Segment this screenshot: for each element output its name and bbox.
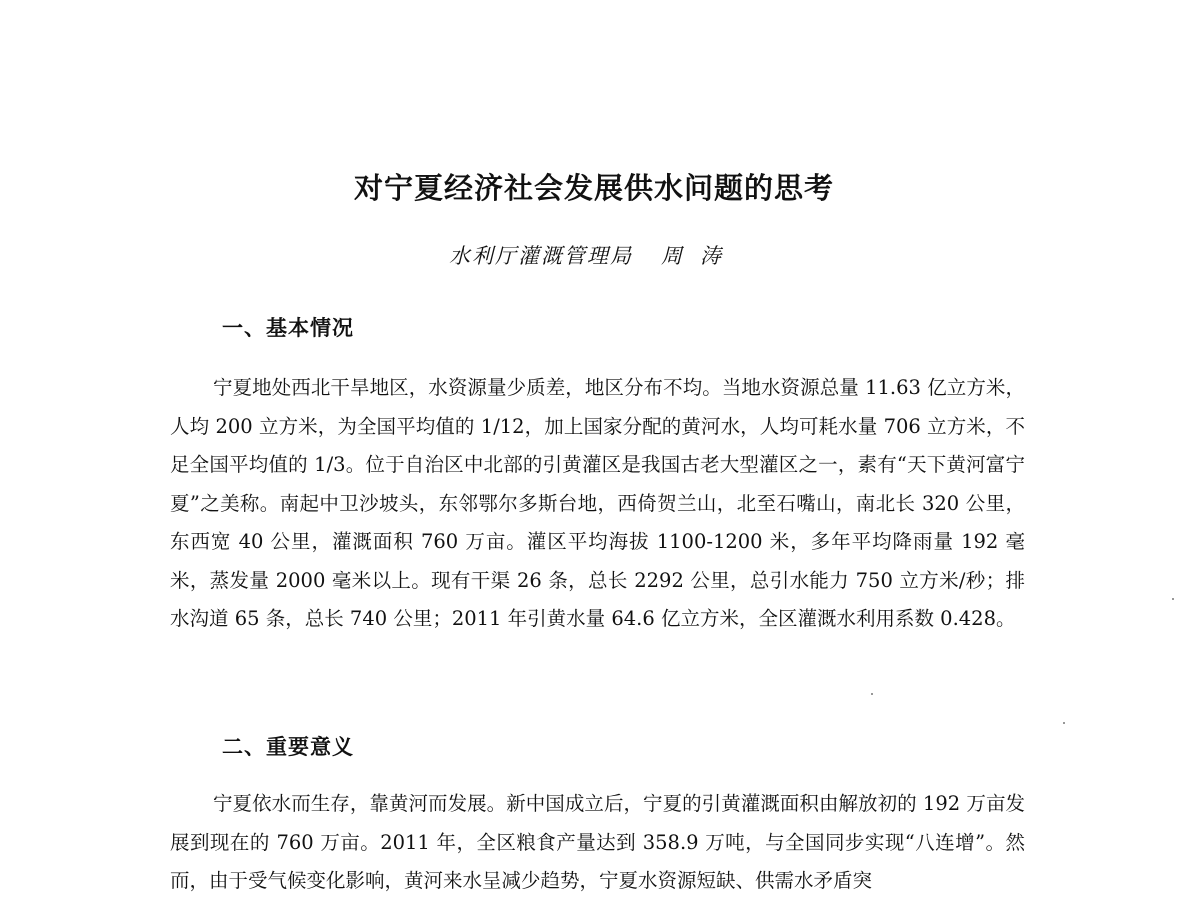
document-title: 对宁夏经济社会发展供水问题的思考: [353, 171, 834, 205]
author-name: 周涛: [661, 244, 739, 268]
author-affiliation: 水利厅灌溉管理局: [449, 244, 633, 268]
section-heading-basic-situation: 一、基本情况: [222, 315, 354, 340]
scan-speck: [1172, 598, 1174, 600]
section-paragraph-basic-situation: 宁夏地处西北干旱地区，水资源量少质差，地区分布不均。当地水资源总量 11.63 亿立方米，人均 200 立方米，为全国平均值的 1/12，加上国家分配的黄河水，人均可耗水量 706 立方米，不足全国平均值的 1/3。位于自治区中北部的引黄灌区是我国古老大型灌区之一，素有“天下黄河富宁夏”之美称。南起中卫沙坡头，东邻鄂尔多斯台地，西倚贺兰山，北至石嘴山，南北长 320 公里，东西宽 40 公里，灌溉面积 760 万亩。灌区平均海拔 1100-1200 米，多年平均降雨量 192 毫米，蒸发量 2000 毫米以上。现有干渠 26 条，总长 2292 公里，总引水能力 750 立方米/秒；排水沟道 65 条，总长 740 公里；2011 年引黄水量 64.6 亿立方米，全区灌溉水利用系数 0.428。: [170, 376, 1025, 630]
scan-speck: [871, 693, 873, 695]
section-paragraph-significance: 宁夏依水而生存，靠黄河而发展。新中国成立后，宁夏的引黄灌溉面积由解放初的 192 万亩发展到现在的 760 万亩。2011 年，全区粮食产量达到 358.9 万吨，与全国同步实现“八连增”。然而，由于受气候变化影响，黄河来水呈减少趋势，宁夏水资源短缺、供需水矛盾突: [170, 792, 1025, 892]
author-byline: [0, 241, 1188, 271]
scan-speck: [1063, 722, 1065, 724]
section-heading-significance: 二、重要意义: [222, 734, 354, 759]
